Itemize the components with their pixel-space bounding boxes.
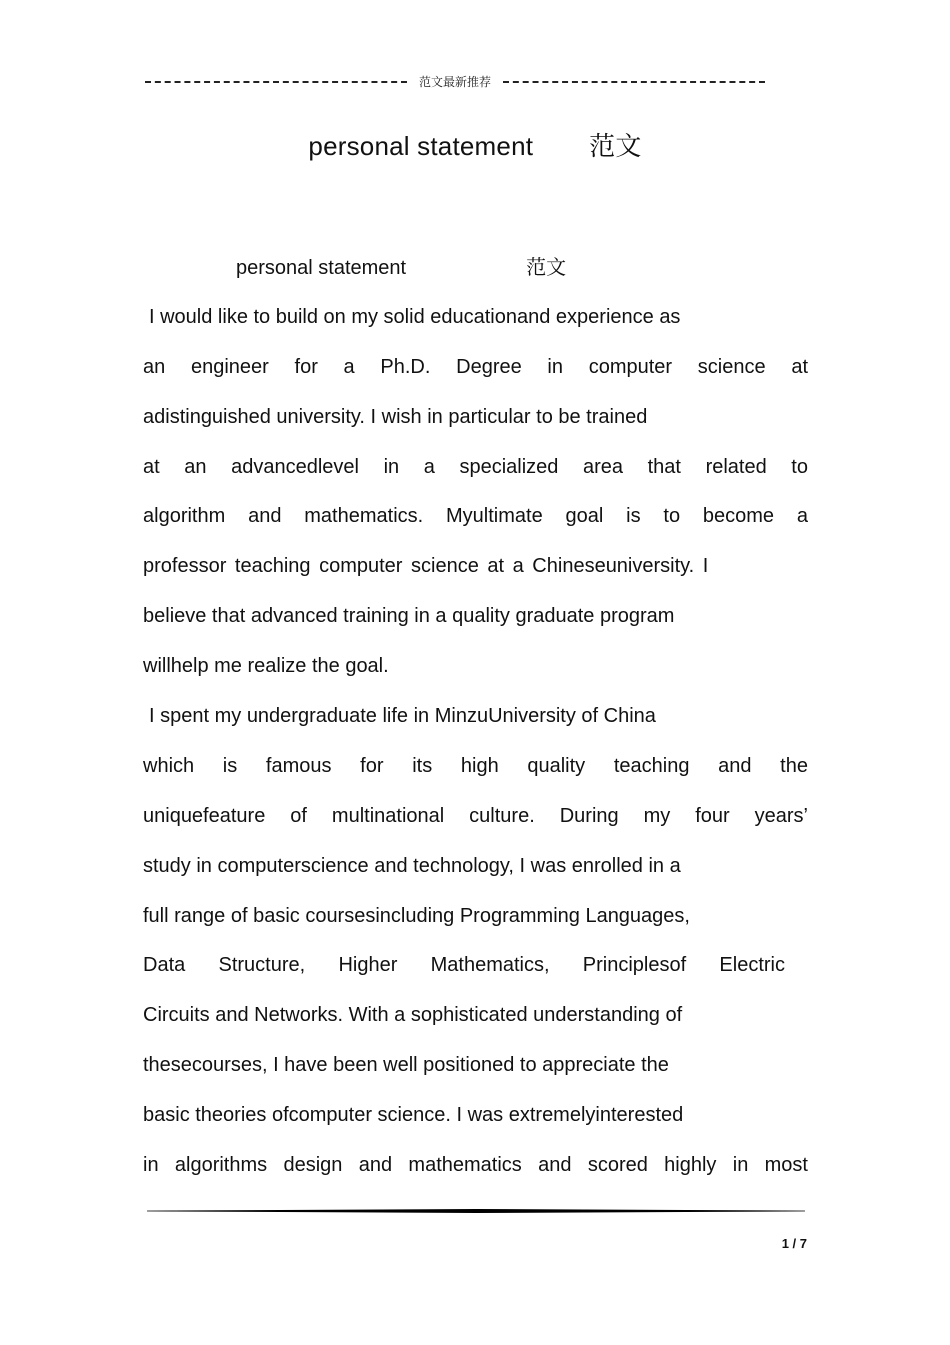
text-line: in algorithms design and mathematics and scored highly in most [143,1154,808,1177]
text-line: adistinguished university. I wish in particular to be trained [143,405,648,428]
header-dash-left [145,81,407,83]
subtitle-line [143,250,808,300]
title-english: personal statement [308,131,534,161]
text-line: thesecourses, I have been well positioned to appreciate the [143,1054,669,1077]
page-header [145,72,765,90]
header-dash-right [503,81,765,83]
document-title [0,126,950,163]
text-line: which is famous for its high quality teaching and the [143,754,808,777]
text-line: at an advancedlevel in a specialized area that related to [143,455,808,478]
text-line: full range of basic coursesincluding Programming Languages, [143,904,690,927]
text-line: I would like to build on my solid educationand experience as [149,305,681,328]
subtitle-chinese: 范文 [526,255,567,279]
footer-rule [147,1209,805,1213]
text-line: basic theories ofcomputer science. I was extremelyinterested [143,1104,684,1127]
text-line: believe that advanced training in a quality graduate program [143,605,675,628]
header-label: 范文最新推荐 [419,74,492,89]
document-body [143,250,808,1198]
text-line: uniquefeature of multinational culture. During my four years’ [143,804,808,827]
page-number: 1 / 7 [781,1236,807,1251]
text-line: Circuits and Networks. With a sophisticated understanding of [143,1004,683,1027]
text-line: willhelp me realize the goal. [143,655,389,678]
subtitle-english: personal statement [236,257,407,279]
text-line: an engineer for a Ph.D. Degree in computer science at [143,355,808,378]
title-chinese: 范文 [589,132,642,162]
text-line: algorithm and mathematics. Myultimate goal is to become a [143,505,808,528]
text-line: study in computerscience and technology, I was enrolled in a [143,854,681,877]
text-line: Data Structure, Higher Mathematics, Principlesof Electric [143,954,785,977]
text-line: I spent my undergraduate life in MinzuUniversity of China [149,705,656,728]
text-line: professor teaching computer science at a Chineseuniversity. I [143,555,709,578]
